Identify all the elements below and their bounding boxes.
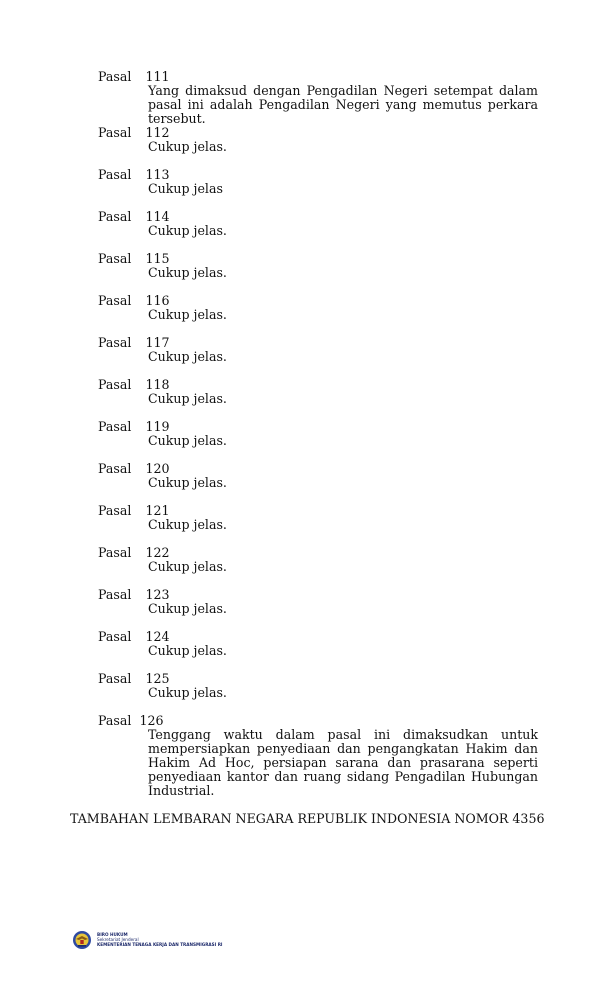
pasal-number: 113 (145, 167, 170, 182)
pasal-116 (98, 294, 538, 322)
pasal-number: 121 (145, 503, 170, 518)
pasal-heading (98, 462, 538, 476)
pasal-number: 117 (145, 335, 170, 350)
pasal-124 (98, 630, 538, 658)
pasal-heading (98, 336, 538, 350)
pasal-heading (98, 252, 538, 266)
pasal-heading (98, 714, 538, 728)
pasal-text: Cukup jelas. (148, 475, 227, 490)
pasal-123 (98, 588, 538, 616)
pasal-111 (98, 70, 538, 126)
pasal-text: Cukup jelas. (148, 601, 227, 616)
pasal-text: Cukup jelas (148, 181, 223, 196)
pasal-label: Pasal (98, 125, 132, 140)
pasal-text: Cukup jelas. (148, 517, 227, 532)
pasal-text: Cukup jelas. (148, 391, 227, 406)
pasal-heading (98, 630, 538, 644)
pasal-heading (98, 210, 538, 224)
pasal-number: 111 (145, 69, 170, 84)
pasal-text: Cukup jelas. (148, 433, 227, 448)
pasal-119 (98, 420, 538, 448)
pasal-122 (98, 546, 538, 574)
pasal-number: 126 (139, 713, 164, 728)
pasal-text: Cukup jelas. (148, 349, 227, 364)
pasal-label: Pasal (98, 335, 132, 350)
pasal-heading (98, 504, 538, 518)
pasal-text: Cukup jelas. (148, 559, 227, 574)
pasal-text: Yang dimaksud dengan Pengadilan Negeri setempat dalam pasal ini adalah Pengadilan Negeri yang memutus perkara tersebut. (148, 83, 538, 126)
pasal-number: 119 (145, 419, 170, 434)
pasal-heading (98, 294, 538, 308)
pasal-label: Pasal (98, 629, 132, 644)
pasal-label: Pasal (98, 167, 132, 182)
garuda-emblem-icon (72, 930, 92, 950)
pasal-112 (98, 126, 538, 154)
pasal-number: 114 (145, 209, 170, 224)
pasal-text: Cukup jelas. (148, 265, 227, 280)
pasal-heading (98, 588, 538, 602)
pasal-number: 124 (145, 629, 170, 644)
supplement-title: TAMBAHAN LEMBARAN NEGARA REPUBLIK INDONESIA NOMOR 4356 (70, 811, 545, 826)
pasal-number: 120 (145, 461, 170, 476)
pasal-118 (98, 378, 538, 406)
pasal-heading (98, 420, 538, 434)
pasal-label: Pasal (98, 419, 132, 434)
pasal-text: Cukup jelas. (148, 139, 227, 154)
pasal-113 (98, 168, 538, 196)
pasal-label: Pasal (98, 461, 132, 476)
pasal-heading (98, 672, 538, 686)
pasal-121 (98, 504, 538, 532)
pasal-number: 123 (145, 587, 170, 602)
pasal-label: Pasal (98, 293, 132, 308)
pasal-115 (98, 252, 538, 280)
pasal-text: Cukup jelas. (148, 643, 227, 658)
pasal-number: 112 (145, 125, 170, 140)
pasal-heading (98, 70, 538, 84)
pasal-label: Pasal (98, 209, 132, 224)
pasal-label: Pasal (98, 545, 132, 560)
pasal-number: 116 (145, 293, 170, 308)
pasal-number: 125 (145, 671, 170, 686)
pasal-text: Cukup jelas. (148, 685, 227, 700)
pasal-number: 122 (145, 545, 170, 560)
pasal-heading (98, 168, 538, 182)
pasal-text: Cukup jelas. (148, 223, 227, 238)
pasal-126 (98, 714, 538, 798)
pasal-117 (98, 336, 538, 364)
pasal-label: Pasal (98, 377, 132, 392)
logo-line-1: BIRO HUKUM (97, 932, 128, 937)
pasal-heading (98, 126, 538, 140)
logo-line-3: KEMENTERIAN TENAGA KERJA DAN TRANSMIGRASI RI (97, 942, 223, 947)
pasal-125 (98, 672, 538, 700)
pasal-label: Pasal (98, 713, 132, 728)
logo-caption (97, 932, 223, 947)
pasal-114 (98, 210, 538, 238)
pasal-label: Pasal (98, 671, 132, 686)
pasal-heading (98, 546, 538, 560)
pasal-label: Pasal (98, 587, 132, 602)
pasal-heading (98, 378, 538, 392)
pasal-120 (98, 462, 538, 490)
pasal-number: 118 (145, 377, 170, 392)
pasal-number: 115 (145, 251, 170, 266)
pasal-text: Cukup jelas. (148, 307, 227, 322)
pasal-label: Pasal (98, 69, 132, 84)
pasal-label: Pasal (98, 503, 132, 518)
pasal-text: Tenggang waktu dalam pasal ini dimaksudkan untuk mempersiapkan penyediaan dan pengangkatan Hakim dan Hakim Ad Hoc, persiapan sarana dan prasarana seperti penyediaan kantor dan ruang sidang Pengadilan Hubungan Industrial. (148, 727, 538, 798)
logo-line-2: Sekretariat Jenderal (97, 937, 139, 942)
pasal-label: Pasal (98, 251, 132, 266)
